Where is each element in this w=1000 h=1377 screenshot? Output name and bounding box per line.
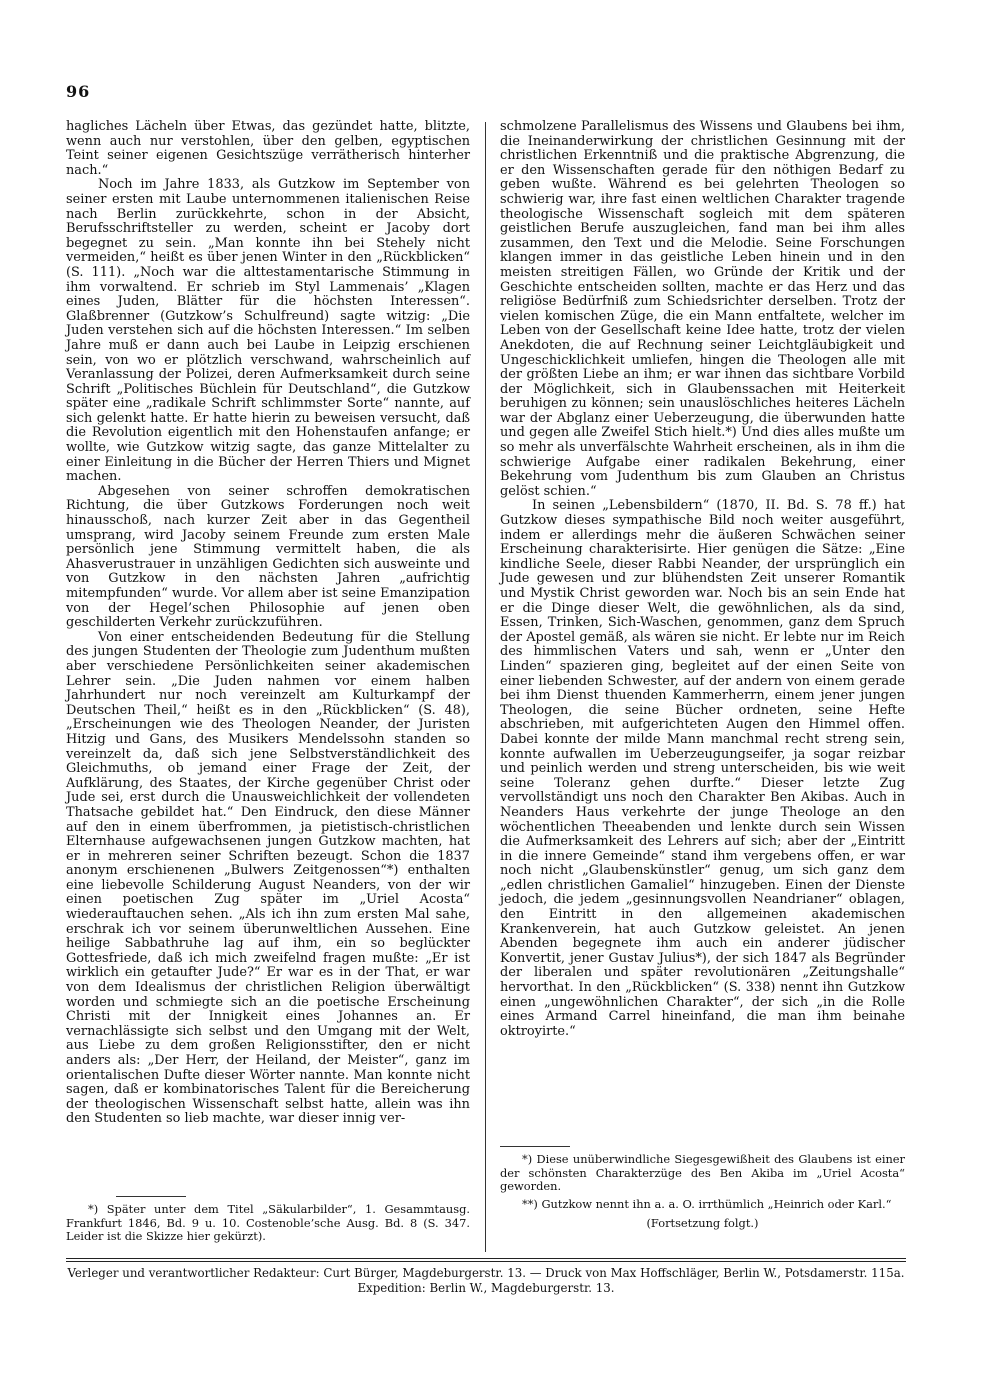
imprint — [66, 1266, 906, 1295]
paragraph: Noch im Jahre 1833, als Gutzkow im September von seiner ersten mit Laube unternommenen italienischen Reise nach Berlin zurückkehrte, schon in der Absicht, Berufsschriftsteller zu werden, scheint er Jacoby dort begegnet zu sein. „Man konnte ihn bei Stehely nicht vermeiden,“ heißt es über jenen Winter in den „Rückblicken“ (S. 111). „Noch war die alttestamentarische Stimmung in ihm vorwaltend. Er schrieb im Styl Lammenais’ „Klagen eines Juden, Blätter für die höchsten Interessen“. Glaßbrenner (Gutzkow’s Schulfreund) sagte witzig: „Die Juden verstehen sich auf die höchsten Interessen.“ Im selben Jahre muß er dann auch bei Laube in Leipzig erschienen sein, von wo er plötzlich verschwand, wahrscheinlich auf Veranlassung der Polizei, deren Aufmerksamkeit durch seine Schrift „Politisches Büchlein für Deutschland“, die Gutzkow später eine „radikale Schrift schlimmster Sorte“ nannte, auf sich gelenkt hatte. Er hatte hierin zu beweisen versucht, daß die Revolution eigentlich mit den Hohenstaufen anfange; er wollte, wie Gutzkow witzig sagte, das ganze Mittelalter zu einer Einleitung in die Bücher der Herren Thiers und Mignet machen. — [66, 177, 470, 485]
paragraph: In seinen „Lebensbildern“ (1870, II. Bd. S. 78 ff.) hat Gutzkow dieses sympathische Bild noch weiter ausgeführt, indem er allerdings mehr die äußeren Schwächen seiner Erscheinung charakterisirte. Hier genügen die Sätze: „Eine kindliche Seele, dieser Rabbi Neander, der ursprünglich ein Jude gewesen und zur blühendsten Zeit unserer Romantik und Mystik Christ geworden war. Noch bis an sein Ende hat er die Dinge dieser Welt, die gewöhnlichen, als da sind, Essen, Trinken, Sich-Waschen, genommen, ganz dem Spruch der Apostel gemäß, als wären sie nicht. Er lebte nur im Reich des himmlischen Vaters und sah, wenn er „Unter den Linden“ spazieren ging, begleitet auf der einen Seite von einer liebenden Schwester, auf der andern von einem gerade bei ihm Dienst thuenden Kammerherrn, einem jener jungen Theologen, die seine Bücher ordneten, seine Hefte abschrieben, mit aufgerichteten Augen den Himmel offen. Dabei konnte der milde Mann manchmal recht streng sein, konnte aufwallen im Ueberzeugungseifer, ja sogar reizbar und peinlich werden und streng unterscheiden, bis wie weit seine Toleranz gehen durfte.“ Dieser letzte Zug vervollständigt uns noch den Charakter Ben Akibas. Auch in Neanders Haus verkehrte der junge Theologe an den wöchentlichen Theeabenden und lenkte durch sein Wissen die Aufmerksamkeit des Lehrers auf sich; aber der „Eintritt in die innere Gemeinde“ stand ihm vergebens offen, er war noch nicht „Glaubenskünstler“ genug, um sich ganz dem „edlen christlichen Gamaliel“ hinzugeben. Einen der Dienste jedoch, die jedem „gesinnungsvollen Neandrianer“ oblagen, den Eintritt in den allgemeinen akademischen Krankenverein, hat auch Gutzkow geleistet. An jenen Abenden begegnete ihm auch ein anderer jüdischer Konvertit, jener Gustav Julius*), der sich 1847 als Begründer der liberalen und später revolutionären „Zeitungshalle“ hervorthat. In den „Rückblicken“ (S. 338) nennt ihn Gutzkow einen „ungewöhnlichen Charakter“, der sich „in die Rolle eines Armand Carrel hineinfand, die man ihm beinahe oktroyirte.“ — [500, 498, 905, 1039]
imprint-rule — [66, 1258, 906, 1262]
continuation-note: (Fortsetzung folgt.) — [646, 1216, 759, 1231]
footnote: **) Gutzkow nennt ihn a. a. O. irrthümlich „Heinrich oder Karl.“ — [522, 1196, 892, 1211]
footnote: *) Später unter dem Titel „Säkularbilder“, 1. Gesammtausg. Frankfurt 1846, Bd. 9 u. 10. Costenoble’sche Ausg. Bd. 8 (S. 347. Leider ist die Skizze hier gekürzt). — [66, 1202, 470, 1244]
imprint-publisher: Verleger und verantwortlicher Redakteur: Curt Bürger, Magdeburgerstr. 13. — Druck von Max Hoffschläger, Berlin W., Potsdamerstr. 115a. — [67, 1266, 905, 1280]
footnote-rule — [500, 1146, 570, 1147]
column-divider — [485, 122, 486, 1252]
paragraph: Abgesehen von seiner schroffen demokratischen Richtung, die über Gutzkows Forderungen noch weit hinausschoß, nach kurzer Zeit aber in das Gegentheil umsprang, wird Jacoby seinem Freunde zum ersten Male persönlich jene Stimmung vermittelt haben, die als Ahasverustrauer in unzähligen Gedichten sich ausweinte und von Gutzkow in den nächsten Jahren „aufrichtig mitempfunden“ wurde. Vor allem aber ist seine Emanzipation von der Hegel’schen Philosophie auf jenen oben geschilderten Verkehr zurückzuführen. — [66, 483, 470, 631]
footnote: *) Diese unüberwindliche Siegesgewißheit des Glaubens ist einer der schönsten Charakterzüge des Ben Akiba im „Uriel Acosta“ geworden. — [500, 1152, 905, 1194]
paragraph: Von einer entscheidenden Bedeutung für die Stellung des jungen Studenten der Theologie zum Judenthum mußten aber verschiedene Persönlichkeiten seiner akademischen Lehrer sein. „Die Juden nahmen vor einem halben Jahrhundert nur noch vereinzelt am Kulturkampf der Deutschen Theil,“ heißt es in den „Rückblicken“ (S. 48), „Erscheinungen wie des Theologen Neander, der Juristen Hitzig und Gans, des Musikers Mendelssohn standen so vereinzelt da, daß sich jene Selbstverständlichkeit des Gleichmuths, ob jemand einer Frage der Zeit, der Aufklärung, des Staates, der Kirche gegenüber Christ oder Jude sei, erst durch die Unausweichlichkeit der vollendeten Thatsache gebildet hat.“ Den Eindruck, den diese Männer auf den in einem überfrommen, ja pietistisch-christlichen Elternhause aufgewachsenen jungen Gutzkow machten, hat er in mehreren seiner Schriften bezeugt. Schon die 1837 anonym erschienenen „Bulwers Zeitgenossen“*) enthalten eine liebevolle Schilderung August Neanders, von der wir einen poetischen Zug später im „Uriel Acosta“ wiederauftauchen sehen. „Als ich ihn zum ersten Mal sahe, erschrak ich vor seinem überunweltlichen Aussehen. Eine heilige Sabbathruhe lag auf ihm, ein so beglückter Gottesfriede, daß ich mich zweifelnd fragen mußte: „Er ist wirklich ein getaufter Jude?“ Er war es in der That, er war von dem Idealismus der christlichen Religion überwältigt worden und schmiegte sich an die poetische Erscheinung Christi mit der Innigkeit eines Johannes an. Er vernachlässigte sich selbst und den Umgang mit der Welt, aus Liebe zu dem großen Religionsstifter, den er nicht anders als: „Der Herr, der Heiland, der Meister“, ganz im orientalischen Dufte dieser Wörter nannte. Man konnte nicht sagen, daß er kombinatorisches Talent für die Bereicherung der theologischen Wissenschaft selbst hatte, allein was ihn den Studenten so lieb machte, war dieser innig ver- — [66, 629, 470, 1127]
right-column — [500, 120, 905, 1039]
paragraph: schmolzene Parallelismus des Wissens und Glaubens bei ihm, die Ineinanderwirkung der christlichen Gesinnung mit der christlichen Erkenntniß und die praktische Abgrenzung, die er den Wissenschaften gerade für den nöthigen Bedarf zu geben wußte. Während es bei gelehrten Theologen so schwierig war, ihre fast einen weltlichen Charakter tragende theologische Wissenschaft sogleich mit dem späteren geistlichen Berufe auszugleichen, fand man bei ihm alles zusammen, den Text und die Melodie. Seine Forschungen klangen immer in das geistliche Leben hinein und in den meisten streitigen Fällen, wo Gründe der Kritik und der Geschichte entscheiden sollten, machte er das Herz und das religiöse Bedürfniß zum Schiedsrichter derselben. Trotz der vielen komischen Züge, die ein Mann entfaltete, welcher im Leben von der Gesellschaft keine Idee hatte, trotz der vielen Anekdoten, die auf Rechnung seiner Leichtgläubigkeit und Ungeschicklichkeit umliefen, hingen die Theologen alle mit der größten Liebe an ihm; er war ihnen das sichtbare Vorbild der Möglichkeit, sich in Glaubenssachen mit Heiterkeit beruhigen zu können; sein unauslöschliches heiteres Lächeln war der Abglanz einer Ueberzeugung, die überwunden hatte und gegen alle Zweifel Stich hielt.*) Und dies alles mußte um so mehr als unverfälschte Wahrheit erscheinen, als in ihm die schwierige Aufgabe einer radikalen Bekehrung, einer Bekehrung vom Judenthum bis zum Glauben an Christus gelöst schien.“ — [500, 119, 905, 499]
footnote-rule — [116, 1196, 186, 1197]
footnotes-right — [500, 1146, 905, 1235]
paragraph: hagliches Lächeln über Etwas, das gezündet hatte, blitzte, wenn auch nur verstohlen, über den gelben, egyptischen Teint seiner eigenen Gesichtszüge verrätherisch hinterher nach.“ — [66, 119, 470, 178]
imprint-expedition: Expedition: Berlin W., Magdeburgerstr. 13. — [357, 1280, 615, 1295]
footnotes-left — [66, 1196, 470, 1244]
left-column — [66, 120, 470, 1127]
page-number: 96 — [66, 82, 91, 101]
